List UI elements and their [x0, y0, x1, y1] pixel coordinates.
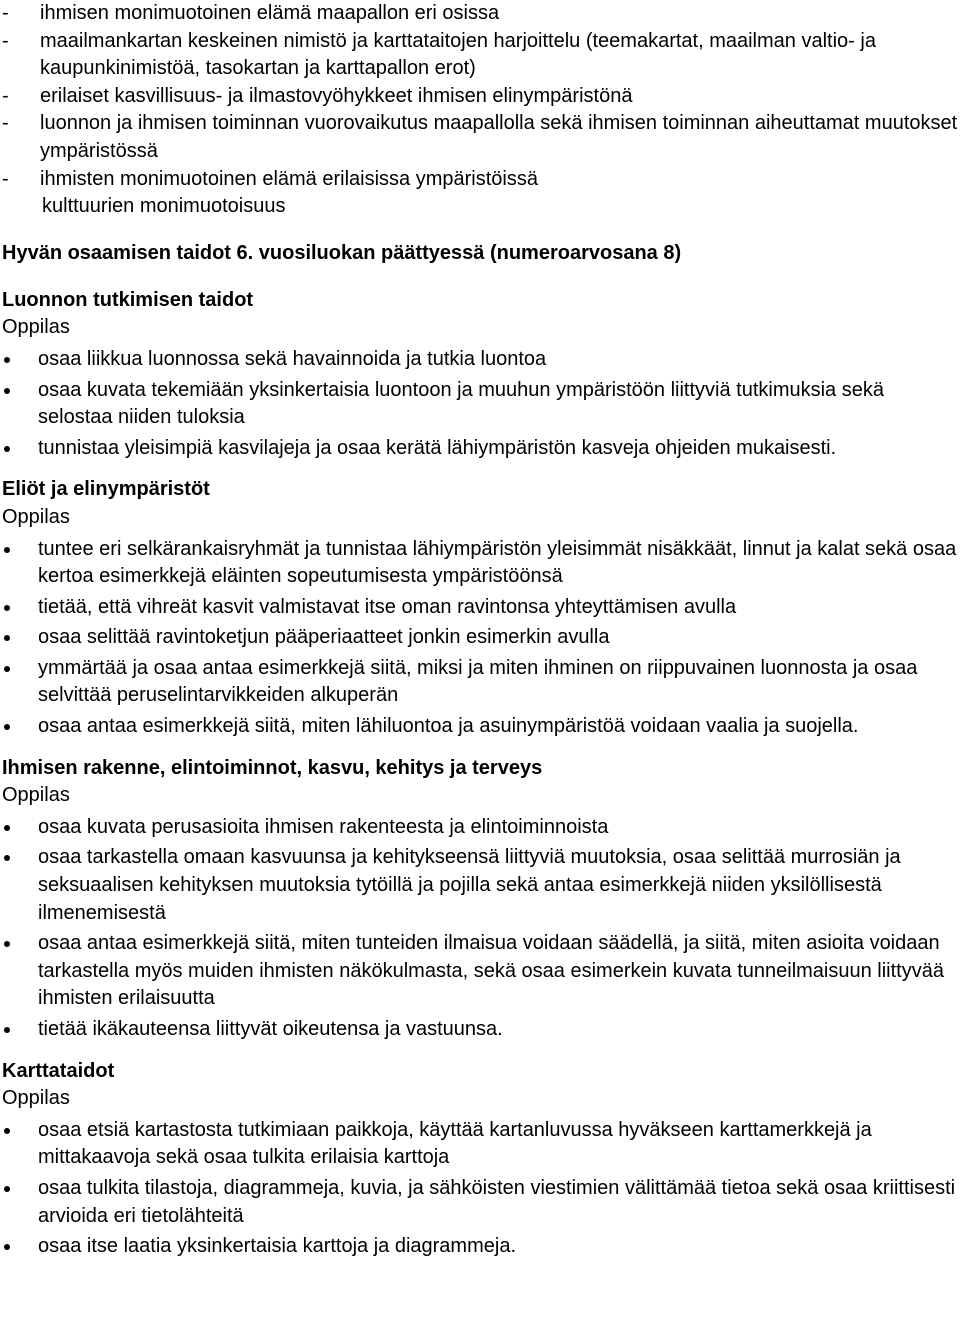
- section-subtitle: Oppilas: [2, 1087, 70, 1110]
- list-item-text: osaa tarkastella omaan kasvuunsa ja kehitykseensä liittyviä muutoksia, osaa selittää murrosiän ja seksuaalisen kehityksen muutoksia tytöillä ja pojilla sekä antaa esimerkkejä niiden yksilöllisestä ilmenemisestä: [38, 846, 901, 924]
- dash-marker: -: [2, 2, 9, 24]
- section-subtitle: Oppilas: [2, 505, 70, 528]
- list-item: [2, 346, 960, 374]
- list-item-text: osaa liikkua luonnossa sekä havainnoida ja tutkia luontoa: [38, 347, 547, 370]
- bullet-list: [2, 346, 960, 462]
- section-ihmisen-rakenne: [2, 755, 960, 1044]
- list-item: [2, 930, 960, 1013]
- list-item-text: tietää, että vihreät kasvit valmistavat itse oman ravintonsa yhteyttämisen avulla: [38, 595, 737, 618]
- document-page: [2, 0, 960, 1264]
- list-item-text: osaa antaa esimerkkejä siitä, miten tunteiden ilmaisua voidaan säädellä, ja siitä, miten asioita voidaan tarkastella myös muiden ihmisten näkökulmasta, sekä osaa esimerkein kuvata tunneilmaisuun liittyvää ihmisten erilaisuutta: [38, 932, 944, 1010]
- dash-marker: -: [2, 29, 9, 52]
- list-item-text: luonnon ja ihmisen toiminnan vuorovaikutus maapallolla sekä ihmisen toiminnan aiheuttamat muutokset ympäristössä: [40, 112, 958, 162]
- dash-marker: -: [2, 112, 9, 135]
- list-item: [2, 536, 960, 591]
- section-title: Karttataidot: [2, 1059, 115, 1082]
- list-item-text: ihmisen monimuotoinen elämä maapallon eri osissa: [40, 2, 500, 24]
- list-item-text: erilaiset kasvillisuus- ja ilmastovyöhykkeet ihmisen elinympäristönä: [40, 84, 633, 107]
- list-item-text: osaa kuvata tekemiään yksinkertaisia luontoon ja muuhun ympäristöön liittyviä tutkimuksia sekä selostaa niiden tuloksia: [38, 378, 884, 429]
- list-item: [2, 624, 960, 652]
- list-item-text: maailmankartan keskeinen nimistö ja karttataitojen harjoittelu (teemakartat, maailman valtio- ja kaupunkinimistöä, tasokartan ja karttapallon erot): [40, 29, 876, 80]
- bullet-icon: [4, 1128, 10, 1134]
- list-item: [2, 844, 960, 927]
- bullet-icon: [4, 605, 10, 611]
- list-item-text: tunnistaa yleisimpiä kasvilajeja ja osaa kerätä lähiympäristön kasveja ohjeiden mukaisesti.: [38, 436, 837, 459]
- list-item-text: ymmärtää ja osaa antaa esimerkkejä siitä, miksi ja miten ihminen on riippuvainen luonnosta ja osaa selvittää peruselintarvikkeiden alkuperän: [38, 656, 918, 707]
- bullet-icon: [4, 547, 10, 553]
- intro-continuation-line: kulttuurien monimuotoisuus: [42, 195, 286, 218]
- bullet-list: [2, 814, 960, 1044]
- list-item: [2, 28, 960, 83]
- dash-marker: -: [2, 84, 9, 107]
- bullet-icon: [4, 357, 10, 363]
- list-item: [2, 435, 960, 463]
- section-luonnon-tutkimisen-taidot: [2, 287, 960, 463]
- section-subtitle: Oppilas: [2, 316, 70, 339]
- list-item-text: osaa antaa esimerkkejä siitä, miten lähiluontoa ja asuinympäristöä voidaan vaalia ja suojella.: [38, 715, 859, 738]
- list-item: [2, 83, 960, 111]
- bullet-icon: [4, 666, 10, 672]
- list-item: [2, 377, 960, 432]
- list-item-text: osaa kuvata perusasioita ihmisen rakenteesta ja elintoiminnoista: [38, 815, 609, 838]
- list-item-text: osaa tulkita tilastoja, diagrammeja, kuvia, ja sähköisten viestimien välittämää tietoa sekä osaa kriittisesti arvioida eri tietolähteitä: [38, 1176, 956, 1227]
- list-item: [2, 594, 960, 622]
- bullet-icon: [4, 1186, 10, 1192]
- dash-marker: -: [2, 167, 9, 190]
- section-eliot-ja-elinymparistot: [2, 476, 960, 740]
- list-item-text: osaa etsiä kartastosta tutkimiaan paikkoja, käyttää kartanluvussa hyväkseen karttamerkkejä ja mittakaavoja sekä osaa tulkita erilaisia karttoja: [38, 1118, 872, 1169]
- list-item: [2, 814, 960, 842]
- bullet-icon: [4, 724, 10, 730]
- intro-dash-list: [2, 0, 960, 193]
- list-item: [2, 110, 960, 165]
- section-title: Eliöt ja elinympäristöt: [2, 478, 210, 501]
- list-item: [2, 1016, 960, 1044]
- page-heading: Hyvän osaamisen taidot 6. vuosiluokan päättyessä (numeroarvosana 8): [2, 241, 682, 264]
- list-item-text: tuntee eri selkärankaisryhmät ja tunnistaa lähiympäristön yleisimmät nisäkkäät, linnut ja kalat sekä osaa kertoa esimerkkejä eläinten sopeutumisesta ympäristöönsä: [38, 537, 957, 588]
- bullet-list: [2, 536, 960, 741]
- section-subtitle: Oppilas: [2, 784, 70, 807]
- bullet-icon: [4, 855, 10, 861]
- list-item-text: ihmisten monimuotoinen elämä erilaisissa ympäristöissä: [40, 167, 538, 190]
- bullet-icon: [4, 825, 10, 831]
- list-item-text: osaa selittää ravintoketjun pääperiaatteet jonkin esimerkin avulla: [38, 626, 610, 649]
- section-title: Luonnon tutkimisen taidot: [2, 288, 254, 311]
- list-item: [2, 166, 960, 194]
- list-item: [2, 655, 960, 710]
- list-item-text: osaa itse laatia yksinkertaisia karttoja ja diagrammeja.: [38, 1235, 516, 1258]
- bullet-icon: [4, 941, 10, 947]
- list-item: [2, 1117, 960, 1172]
- list-item: [2, 713, 960, 741]
- bullet-icon: [4, 1244, 10, 1250]
- bullet-icon: [4, 446, 10, 452]
- bullet-icon: [4, 1027, 10, 1033]
- bullet-icon: [4, 635, 10, 641]
- bullet-icon: [4, 388, 10, 394]
- list-item: [2, 1233, 960, 1261]
- section-karttataidot: [2, 1058, 960, 1261]
- list-item: [2, 0, 960, 28]
- section-title: Ihmisen rakenne, elintoiminnot, kasvu, kehitys ja terveys: [2, 756, 543, 779]
- list-item-text: tietää ikäkauteensa liittyvät oikeutensa ja vastuunsa.: [38, 1018, 503, 1040]
- bullet-list: [2, 1117, 960, 1261]
- list-item: [2, 1175, 960, 1230]
